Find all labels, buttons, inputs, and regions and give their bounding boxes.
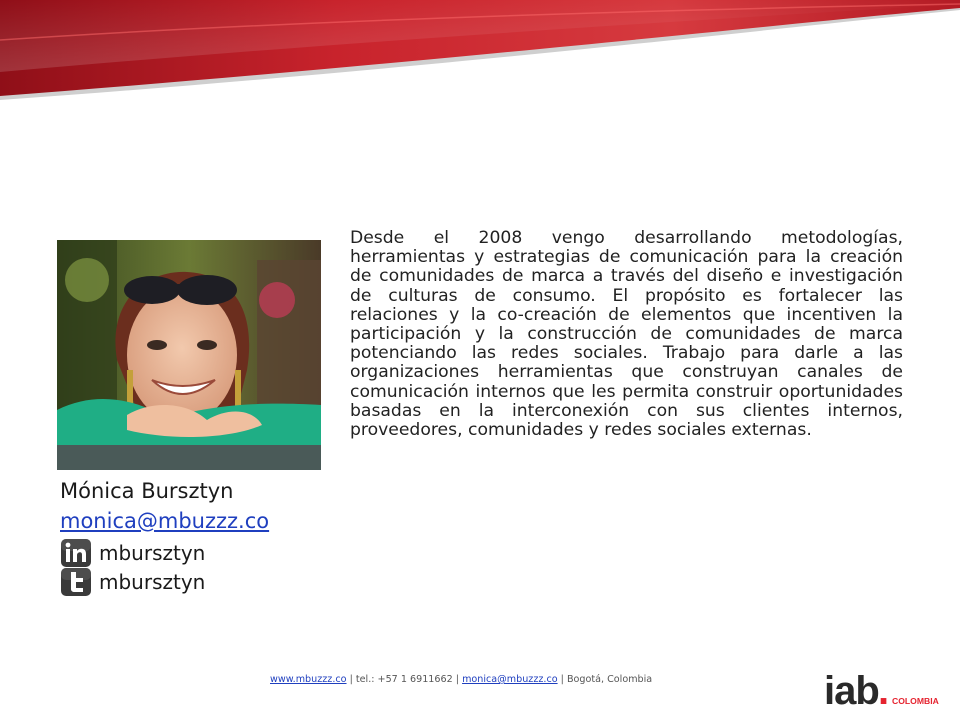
header-band [0,0,960,100]
linkedin-handle: mbursztyn [99,541,206,565]
twitter-handle: mbursztyn [99,570,206,594]
logo-country: COLOMBIA [892,696,939,706]
twitter-icon[interactable] [60,567,92,597]
footer-location: Bogotá, Colombia [566,674,653,685]
footer-website-link[interactable]: www.mbuzzz.co [270,674,347,685]
footer-separator: | [346,674,356,685]
footer-phone: tel.: +57 1 6911662 [355,674,453,685]
linkedin-row [60,538,205,568]
twitter-row [60,567,205,597]
linkedin-icon[interactable] [60,538,92,568]
footer-separator: | [557,674,567,685]
footer-contact [270,674,652,685]
footer-email-link[interactable]: monica@mbuzzz.co [462,674,558,685]
profile-photo [57,240,321,470]
logo-dot: . [878,670,890,712]
footer-separator: | [452,674,463,685]
logo-name: iab [824,670,879,712]
bio-paragraph: Desde el 2008 vengo desarrollando metodologías, herramientas y estrategias de comunicación para la creación de comunidades de marca a través del diseño e investigación de culturas de consumo. El propósito es fortalecer las relaciones y la co-creación de elementos que incentiven la participación y la construcción de comunidades de marca potenciando las redes sociales. Trabajo para darle a las organizaciones herramientas que construyan canales de comunicación internos que les permita construir oportunidades basadas en la interconexión con sus clientes internos, proveedores, comunidades y redes sociales externas. [350,228,903,441]
iab-colombia-logo [824,670,950,712]
profile-name: Mónica Bursztyn [60,479,234,503]
profile-email-link[interactable]: monica@mbuzzz.co [60,509,270,533]
